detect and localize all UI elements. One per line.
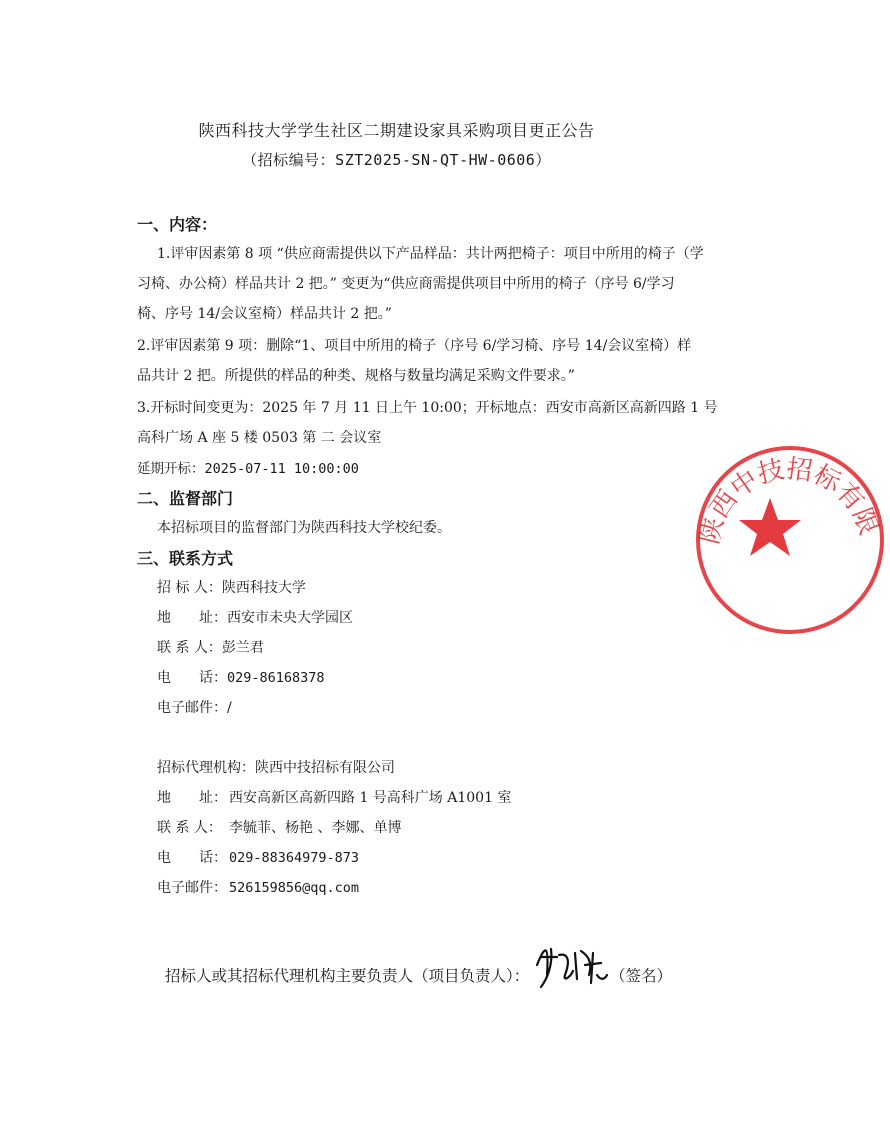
supervision-text: 本招标项目的监督部门为陕西科技大学校纪委。 xyxy=(157,520,451,536)
page-title: 陕西科技大学学生社区二期建设家具采购项目更正公告 xyxy=(198,121,595,140)
content-line: 2.评审因素第 9 项：删除“1、项目中所用的椅子（序号 6/学习椅、序号 14/会议室椅）样 xyxy=(137,338,692,354)
field-value: 029-86168378 xyxy=(227,670,325,686)
sign-note: （签名） xyxy=(610,967,673,985)
company-seal xyxy=(690,440,890,640)
field-value: 陕西科技大学 xyxy=(221,580,306,596)
content-line: 3.开标时间变更为：2025 年 7 月 11 日上午 10:00；开标地点：西安市高新区高新四路 1 号 xyxy=(137,400,718,416)
bid-number: （招标编号：SZT2025-SN-QT-HW-0606） xyxy=(242,151,551,169)
section-heading-contact: 三、联系方式 xyxy=(137,549,234,568)
field-label: 地 址： xyxy=(157,610,227,626)
field-label: 电 话： xyxy=(157,670,227,686)
field-value: 陕西中技招标有限公司 xyxy=(255,760,395,776)
buyer-name-row xyxy=(157,577,306,597)
buyer-address-row xyxy=(157,607,353,627)
svg-text:陕西中技招标有限: 陕西中技招标有限 xyxy=(694,454,884,548)
field-label: 招标代理机构： xyxy=(157,760,255,776)
handwritten-signature xyxy=(527,935,609,995)
agency-contact-row xyxy=(157,817,401,837)
field-value: 李毓菲、杨艳 、李娜、单博 xyxy=(229,820,402,836)
field-label: 电 话： xyxy=(157,850,227,866)
field-value: 彭兰君 xyxy=(221,640,264,656)
content-line: 习椅、办公椅）样品共计 2 把。” 变更为“供应商需提供项目中所用的椅子（序号 6/学习 xyxy=(137,276,675,292)
agency-name-row xyxy=(157,757,395,777)
section-heading-content: 一、内容： xyxy=(137,215,218,234)
field-value: 526159856@qq.com xyxy=(229,880,360,896)
field-label: 招 标 人： xyxy=(157,580,222,596)
field-value: / xyxy=(227,700,232,716)
buyer-phone-row xyxy=(157,667,325,687)
signature-label: 招标人或其招标代理机构主要负责人（项目负责人）： xyxy=(165,967,530,985)
field-value: 西安市未央大学园区 xyxy=(227,610,353,626)
field-value: 029-88364979-873 xyxy=(229,850,360,866)
field-label: 电子邮件： xyxy=(157,700,227,716)
buyer-email-row xyxy=(157,697,232,717)
agency-email-row xyxy=(157,877,359,897)
content-line: 延期开标：2025-07-11 10:00:00 xyxy=(137,461,359,477)
buyer-contact-row xyxy=(157,637,264,657)
section-heading-supervision: 二、监督部门 xyxy=(137,489,234,508)
field-label: 电子邮件： xyxy=(157,880,227,896)
field-label: 地 址： xyxy=(157,790,227,806)
content-line: 1.评审因素第 8 项 “供应商需提供以下产品样品：共计两把椅子：项目中所用的椅子（学 xyxy=(157,246,704,262)
agency-address-row xyxy=(157,787,511,807)
field-label: 联 系 人： xyxy=(157,640,222,656)
field-label: 联 系 人： xyxy=(157,820,222,836)
content-line: 品共计 2 把。所提供的样品的种类、规格与数量均满足采购文件要求。” xyxy=(137,368,575,384)
field-value: 西安高新区高新四路 1 号高科广场 A1001 室 xyxy=(229,790,512,806)
content-line: 高科广场 A 座 5 楼 0503 第 二 会议室 xyxy=(137,430,382,446)
content-line: 椅、序号 14/会议室椅）样品共计 2 把。” xyxy=(137,306,392,322)
agency-phone-row xyxy=(157,847,359,867)
